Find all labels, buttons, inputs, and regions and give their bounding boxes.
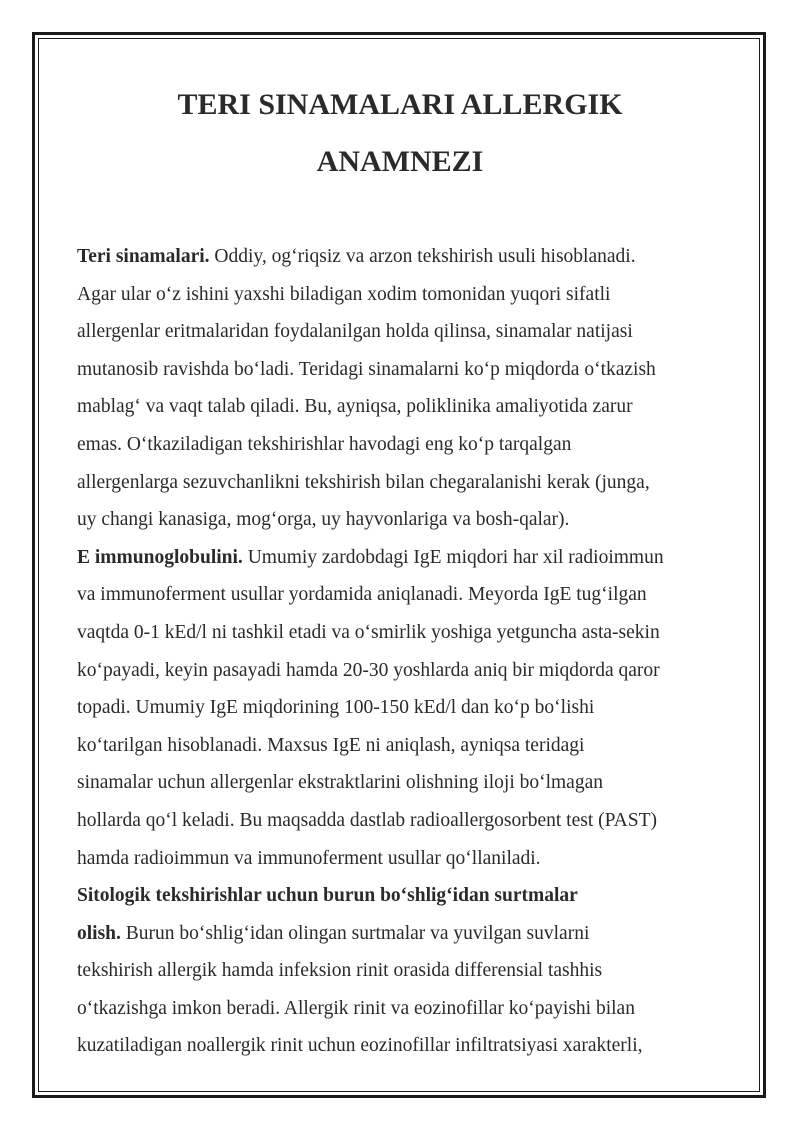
paragraph-line: uy changi kanasiga, mog‘orga, uy hayvonlariga va bosh-qalar). [77,509,570,531]
paragraph-line: mutanosib ravishda bo‘ladi. Teridagi sinamalarni ko‘p miqdorda o‘tkazish [77,358,656,380]
section-heading: Sitologik tekshirishlar uchun burun bo‘shlig‘idan surtmalar [77,885,578,907]
section-heading-continued: olish. [77,922,121,944]
paragraph-line: va immunoferment usullar yordamida aniqlanadi. Meyorda IgE tug‘ilgan [77,584,647,606]
paragraph-line: kuzatiladigan noallergik rinit uchun eozinofillar infiltratsiyasi xarakterli, [77,1035,643,1057]
document-body [77,238,727,1065]
paragraph-line: Agar ular o‘z ishini yaxshi biladigan xodim tomonidan yuqori sifatli [77,283,611,305]
paragraph-line: hamda radioimmun va immunoferment usullar qo‘llaniladi. [77,847,541,869]
paragraph-line: topadi. Umumiy IgE miqdorining 100-150 kEd/l dan ko‘p bo‘lishi [77,697,595,719]
section-heading: Teri sinamalari. [77,246,210,267]
paragraph-line: olish. Burun bo‘shlig‘idan olingan surtmalar va yuvilgan suvlarni [77,922,590,944]
paragraph-line: ko‘tarilgan hisoblanadi. Maxsus IgE ni aniqlash, ayniqsa teridagi [77,734,585,756]
paragraph-line: allergenlar eritmalaridan foydalanilgan holda qilinsa, sinamalar natijasi [77,321,633,343]
paragraph-line: allergenlarga sezuvchanlikni tekshirish bilan chegaralanishi kerak (junga, [77,471,650,493]
paragraph-line: Teri sinamalari. Oddiy, og‘riqsiz va arzon tekshirish usuli hisoblanadi. [77,246,636,267]
paragraph-line: tekshirish allergik hamda infeksion rinit orasida differensial tashhis [77,960,603,982]
section-immunoglobulin-e [77,539,727,877]
title-line-1: TERI SINAMALARI ALLERGIK [177,88,623,121]
paragraph-line: mablag‘ va vaqt talab qiladi. Bu, ayniqsa, poliklinika amaliyotida zarur [77,396,633,418]
paragraph-line: hollarda qo‘l keladi. Bu maqsadda dastlab radioallergosorbent test (PAST) [77,809,658,831]
section-cytology [77,877,727,1065]
paragraph-line: vaqtda 0-1 kEd/l ni tashkil etadi va o‘smirlik yoshiga yetguncha asta-sekin [77,621,660,643]
paragraph-line: emas. O‘tkaziladigan tekshirishlar havodagi eng ko‘p tarqalgan [77,433,572,455]
section-skin-tests [77,238,727,539]
section-heading: E immunoglobulini. [77,546,243,568]
page-title [60,76,740,190]
paragraph-line: o‘tkazishga imkon beradi. Allergik rinit va eozinofillar ko‘payishi bilan [77,997,635,1019]
title-line-2: ANAMNEZI [316,145,484,178]
paragraph-line: ko‘payadi, keyin pasayadi hamda 20-30 yoshlarda aniq bir miqdorda qaror [77,659,660,681]
paragraph-line: E immunoglobulini. Umumiy zardobdagi IgE miqdori har xil radioimmun [77,546,664,568]
paragraph-line: sinamalar uchun allergenlar ekstraktlarini olishning iloji bo‘lmagan [77,772,603,794]
